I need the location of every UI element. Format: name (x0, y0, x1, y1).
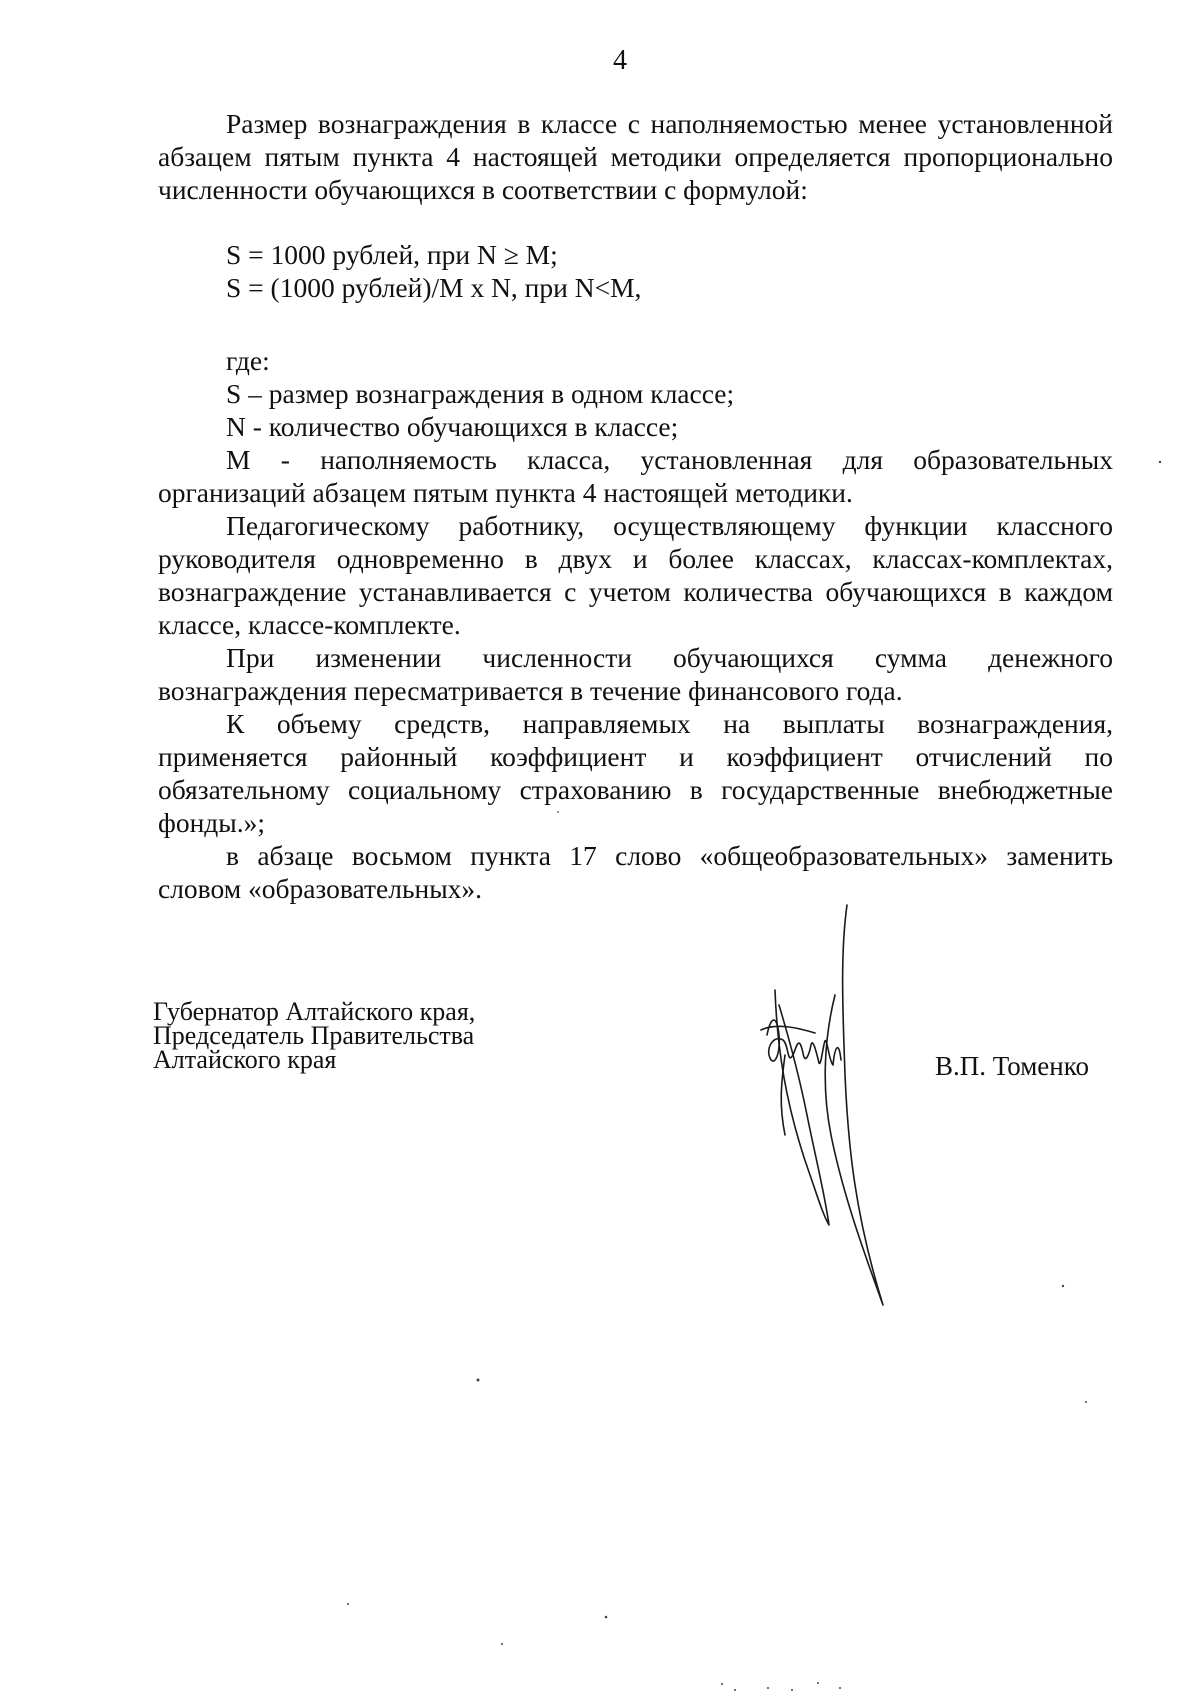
paragraph-enrollment-change: При изменении численности обучающихся сумма денежного вознаграждения пересматривается в течение финансового года. (158, 642, 1113, 706)
spacer (158, 304, 1113, 344)
signatory-title (153, 997, 476, 1074)
paragraph-coefficients: К объему средств, направляемых на выплаты вознаграждения, применяется районный коэффициент и коэффициент отчислений по обязательному социальному страхованию в государственные внебюджетные фонды.»; (158, 708, 1113, 838)
signatory-title-line-2: Председатель Правительства (153, 1021, 475, 1050)
paragraph-reward-size: Размер вознаграждения в классе с наполняемостью менее установленной абзацем пятым пункта 4 настоящей методики определяется пропорционально численности обучающихся в соответствии с формулой: (158, 108, 1113, 205)
paragraph-multiple-classes: Педагогическому работнику, осуществляющему функции классного руководителя одновременно в двух и более классах, классах-комплектах, вознаграждение устанавливается с учетом количества обучающихся в каждом классе, классе-комплекте. (158, 510, 1113, 640)
signer-name: В.П. Томенко (935, 1051, 1089, 1081)
handwritten-signature (755, 895, 935, 1325)
document-body (158, 107, 1113, 905)
formula-line-1: S = 1000 рублей, при N ≥ M; (226, 239, 558, 270)
definition-s: S – размер вознаграждения в одном классе; (226, 378, 735, 409)
formula-line-2: S = (1000 рублей)/M x N, при N<M, (226, 272, 642, 303)
paragraph-amendment: в абзаце восьмом пункта 17 слово «общеобразовательных» заменить словом «образовательных». (158, 840, 1113, 904)
where-label: где: (226, 345, 270, 376)
page-number: 4 (613, 45, 627, 76)
signatory-title-line-1: Губернатор Алтайского края, (153, 997, 476, 1026)
definition-m: M - наполняемость класса, установленная для образовательных организаций абзацем пятым пункта 4 настоящей методики. (158, 444, 1113, 508)
spacer (158, 206, 1113, 238)
definition-n: N - количество обучающихся в классе; (226, 411, 679, 442)
signatory-title-line-3: Алтайского края (153, 1045, 337, 1074)
